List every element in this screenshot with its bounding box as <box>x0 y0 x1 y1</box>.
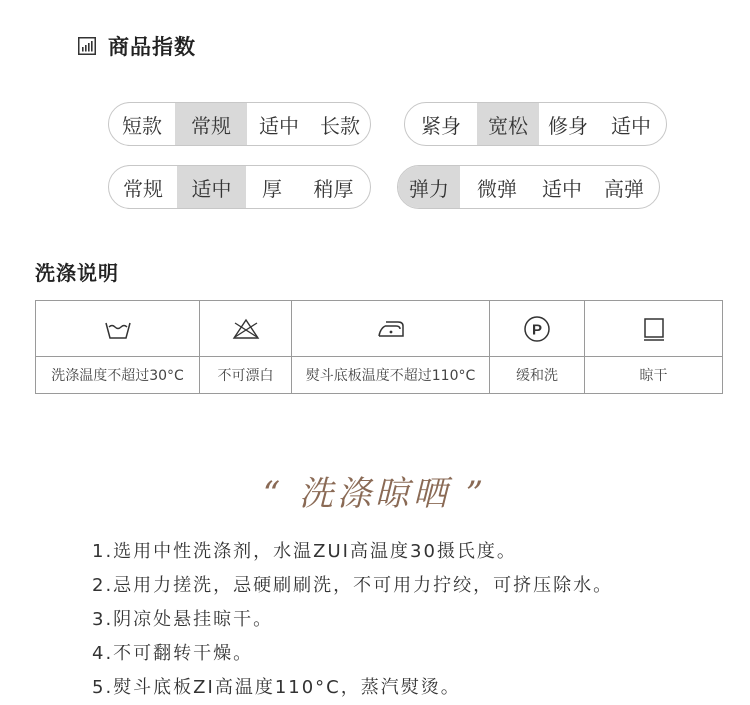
care-icon-cell <box>585 301 723 357</box>
index-option-selected: 适中 <box>177 166 246 208</box>
index-option: 适中 <box>542 176 582 201</box>
care-icon-cell <box>490 301 585 357</box>
care-instructions <box>92 535 613 705</box>
product-index-header <box>78 30 196 62</box>
index-option-selected: 弹力 <box>398 166 460 208</box>
instruction-line: 1.选用中性洗涤剂，水温ZUI高温度30摄氏度。 <box>92 541 517 562</box>
care-icon-cell <box>292 301 490 357</box>
care-label: 缓和洗 <box>490 357 585 394</box>
iron-icon <box>376 314 406 344</box>
wash-tub-icon <box>103 314 133 344</box>
instruction-line: 3.阴凉处悬挂晾干。 <box>92 609 274 630</box>
index-option: 适中 <box>259 113 299 138</box>
product-index-title: 商品指数 <box>108 35 196 59</box>
index-option-selected: 常规 <box>175 103 247 145</box>
index-option: 微弹 <box>477 176 517 201</box>
svg-text:P: P <box>531 321 543 338</box>
index-option: 修身 <box>548 113 588 138</box>
length-index <box>108 102 371 146</box>
index-option: 稍厚 <box>313 176 354 201</box>
instruction-line: 4.不可翻转干燥。 <box>92 643 254 664</box>
care-label: 晾干 <box>585 357 723 394</box>
care-icon-cell <box>36 301 200 357</box>
care-label: 洗涤温度不超过30°C <box>36 357 200 394</box>
index-option: 厚 <box>262 176 282 201</box>
care-label: 不可漂白 <box>200 357 292 394</box>
index-option: 高弹 <box>604 176 644 201</box>
thickness-index <box>108 165 371 209</box>
index-option: 长款 <box>320 113 360 138</box>
dry-square-icon <box>639 314 669 344</box>
dry-clean-p-icon <box>522 314 552 344</box>
index-option: 常规 <box>123 176 163 201</box>
instruction-line: 5.熨斗底板ZI高温度110°C，蒸汽熨烫。 <box>92 677 461 698</box>
no-bleach-icon <box>231 314 261 344</box>
care-title: “ 洗涤晾晒 ” <box>262 474 488 514</box>
instruction-line: 2.忌用力搓洗，忌硬刷刷洗，不可用力拧绞，可挤压除水。 <box>92 575 614 596</box>
care-icon-cell <box>200 301 292 357</box>
care-symbol-table <box>35 300 723 394</box>
index-option-selected: 宽松 <box>477 103 539 145</box>
care-label: 熨斗底板温度不超过110°C <box>292 357 490 394</box>
elasticity-index <box>397 165 660 209</box>
index-option: 短款 <box>122 113 162 138</box>
bar-chart-icon <box>78 37 96 55</box>
index-option: 紧身 <box>421 113 461 138</box>
fit-index <box>404 102 667 146</box>
index-option: 适中 <box>611 113 651 138</box>
wash-title: 洗涤说明 <box>35 261 119 285</box>
